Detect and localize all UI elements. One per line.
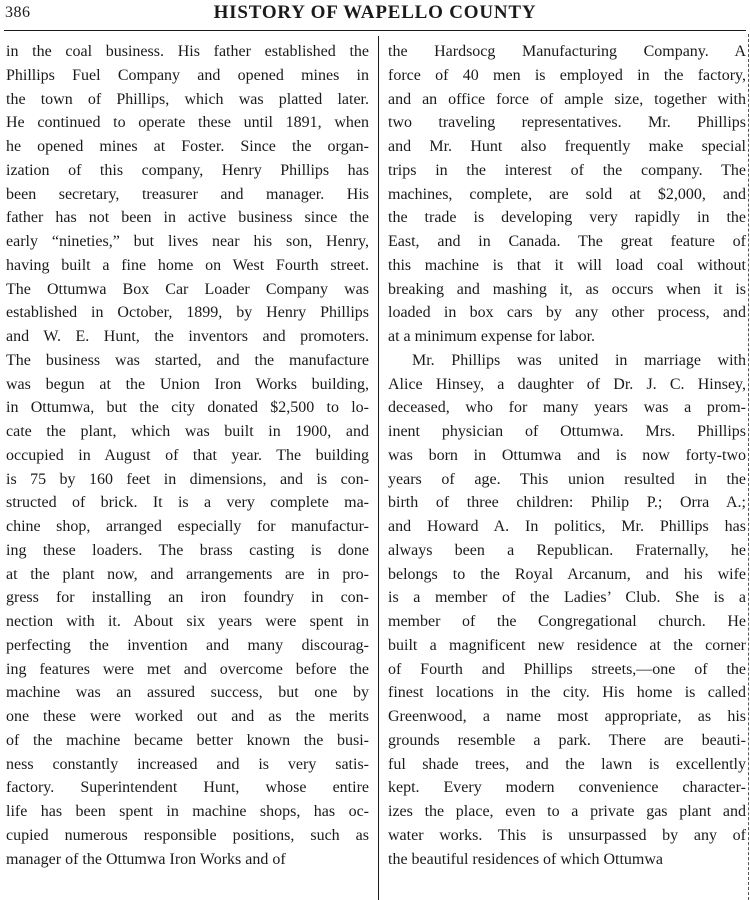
text-line: ing these loaders. The brass casting is done	[6, 541, 369, 559]
text-line: Mr. Phillips was united in marriage with	[412, 351, 746, 369]
text-line: of the machine became better known the busi-	[6, 731, 369, 749]
text-line: at a minimum expense for labor.	[388, 328, 596, 345]
text-line: was born in Ottumwa and is now forty-two	[388, 446, 746, 464]
text-line: grounds resemble a park. There are beauti-	[388, 731, 746, 749]
text-line: izes the place, even to a private gas plant and	[388, 803, 746, 820]
text-line: occupied in August of that year. The building	[6, 446, 369, 464]
right-column	[388, 40, 746, 900]
text-line: force of 40 men is employed in the factory,	[388, 66, 746, 84]
text-line: ization of this company, Henry Phillips has	[6, 161, 369, 179]
text-line: one these were worked out and as the merits	[6, 708, 369, 725]
text-line: this machine is that it will load coal without	[388, 256, 746, 274]
text-line: years of age. This union resulted in the	[388, 470, 746, 488]
text-line: and W. E. Hunt, the inventors and promoters.	[6, 328, 369, 345]
text-line: the beautiful residences of which Ottumwa	[388, 850, 664, 868]
header-rule	[4, 30, 746, 31]
text-line: birth of three children: Philip P.; Orra A.;	[388, 494, 746, 512]
text-line: cupied numerous responsible positions, such as	[6, 826, 369, 844]
text-line: structed of brick. It is a very complete ma-	[6, 494, 369, 512]
text-line: gress for installing an iron foundry in con-	[6, 589, 369, 607]
text-line: and Howard A. In politics, Mr. Phillips has	[388, 518, 746, 535]
text-line: built a magnificent new residence at the corner	[388, 636, 746, 654]
text-line: He continued to operate these until 1891, when	[6, 114, 369, 132]
text-line: life has been spent in machine shops, has oc-	[6, 803, 369, 820]
text-line: the Hardsocg Manufacturing Company. A	[388, 43, 746, 60]
text-line: ing features were met and overcome before the	[6, 660, 369, 678]
text-line: water works. This is unsurpassed by any of	[388, 826, 746, 844]
text-line: having built a fine home on West Fourth street.	[6, 256, 369, 274]
text-line: at the plant now, and arrangements are in pro-	[6, 565, 369, 583]
text-line: was begun at the Union Iron Works building,	[6, 375, 369, 393]
text-line: nection with it. About six years were spent in	[6, 613, 369, 630]
text-line: trips in the interest of the company. The	[388, 161, 746, 179]
text-line: of Fourth and Phillips streets,—one of the	[388, 660, 746, 678]
text-line: established in October, 1899, by Henry Phillips	[6, 304, 369, 322]
text-line: the trade is developing very rapidly in the	[388, 209, 746, 227]
scan-edge-mark	[748, 34, 749, 900]
page-number: 386	[5, 4, 31, 21]
text-line: Alice Hinsey, a daughter of Dr. J. C. Hinsey,	[388, 375, 746, 393]
text-line: he opened mines at Foster. Since the organ-	[6, 138, 369, 155]
text-line: machine was an assured success, but one by	[6, 684, 369, 702]
text-line: and Mr. Hunt also frequently make special	[388, 138, 746, 155]
text-line: deceased, who for many years was a prom-	[388, 399, 746, 417]
left-column	[6, 40, 369, 900]
text-line: factory. Superintendent Hunt, whose entire	[6, 779, 369, 797]
text-line: in Ottumwa, but the city donated $2,500 to lo-	[6, 399, 369, 417]
text-line: belongs to the Royal Arcanum, and his wife	[388, 565, 746, 583]
text-line: ness constantly increased and is very satis-	[6, 755, 369, 773]
text-line: in the coal business. His father established the	[6, 43, 369, 60]
text-line: is 75 by 160 feet in dimensions, and is con-	[6, 470, 369, 488]
text-line: two traveling representatives. Mr. Phillips	[388, 114, 746, 132]
text-line: ful shade trees, and the lawn is excellently	[388, 755, 746, 773]
text-line: loaded in box cars by any other process, and	[388, 304, 746, 322]
text-line: finest locations in the city. His home is called	[388, 684, 746, 702]
text-line: Greenwood, a name most appropriate, as his	[388, 708, 746, 725]
text-line: manager of the Ottumwa Iron Works and of	[6, 850, 286, 868]
text-line: member of the Congregational church. He	[388, 613, 746, 630]
text-line: and an office force of ample size, together with	[388, 90, 746, 108]
text-line: East, and in Canada. The great feature of	[388, 233, 746, 250]
text-line: the town of Phillips, which was platted later.	[6, 90, 369, 108]
text-line: perfecting the invention and many discourag-	[6, 636, 369, 654]
text-line: kept. Every modern convenience character-	[388, 779, 746, 797]
text-line: is a member of the Ladies’ Club. She is a	[388, 589, 746, 607]
text-line: breaking and mashing it, as occurs when it is	[388, 280, 746, 298]
text-line: The Ottumwa Box Car Loader Company was	[6, 280, 369, 298]
text-line: early “nineties,” but lives near his son, Henry,	[6, 233, 369, 250]
text-line: The business was started, and the manufacture	[6, 351, 369, 369]
text-line: cate the plant, which was built in 1900, and	[6, 423, 369, 440]
text-line: been secretary, treasurer and manager. His	[6, 185, 369, 203]
text-line: Phillips Fuel Company and opened mines in	[6, 66, 369, 84]
running-title: HISTORY OF WAPELLO COUNTY	[213, 2, 537, 23]
text-line: father has not been in active business since the	[6, 209, 369, 227]
text-line: chine shop, arranged especially for manufactur-	[6, 518, 369, 535]
text-line: machines, complete, are sold at $2,000, and	[388, 185, 746, 203]
column-divider	[378, 36, 379, 900]
text-line: always been a Republican. Fraternally, he	[388, 541, 746, 559]
text-line: inent physician of Ottumwa. Mrs. Phillips	[388, 423, 746, 440]
